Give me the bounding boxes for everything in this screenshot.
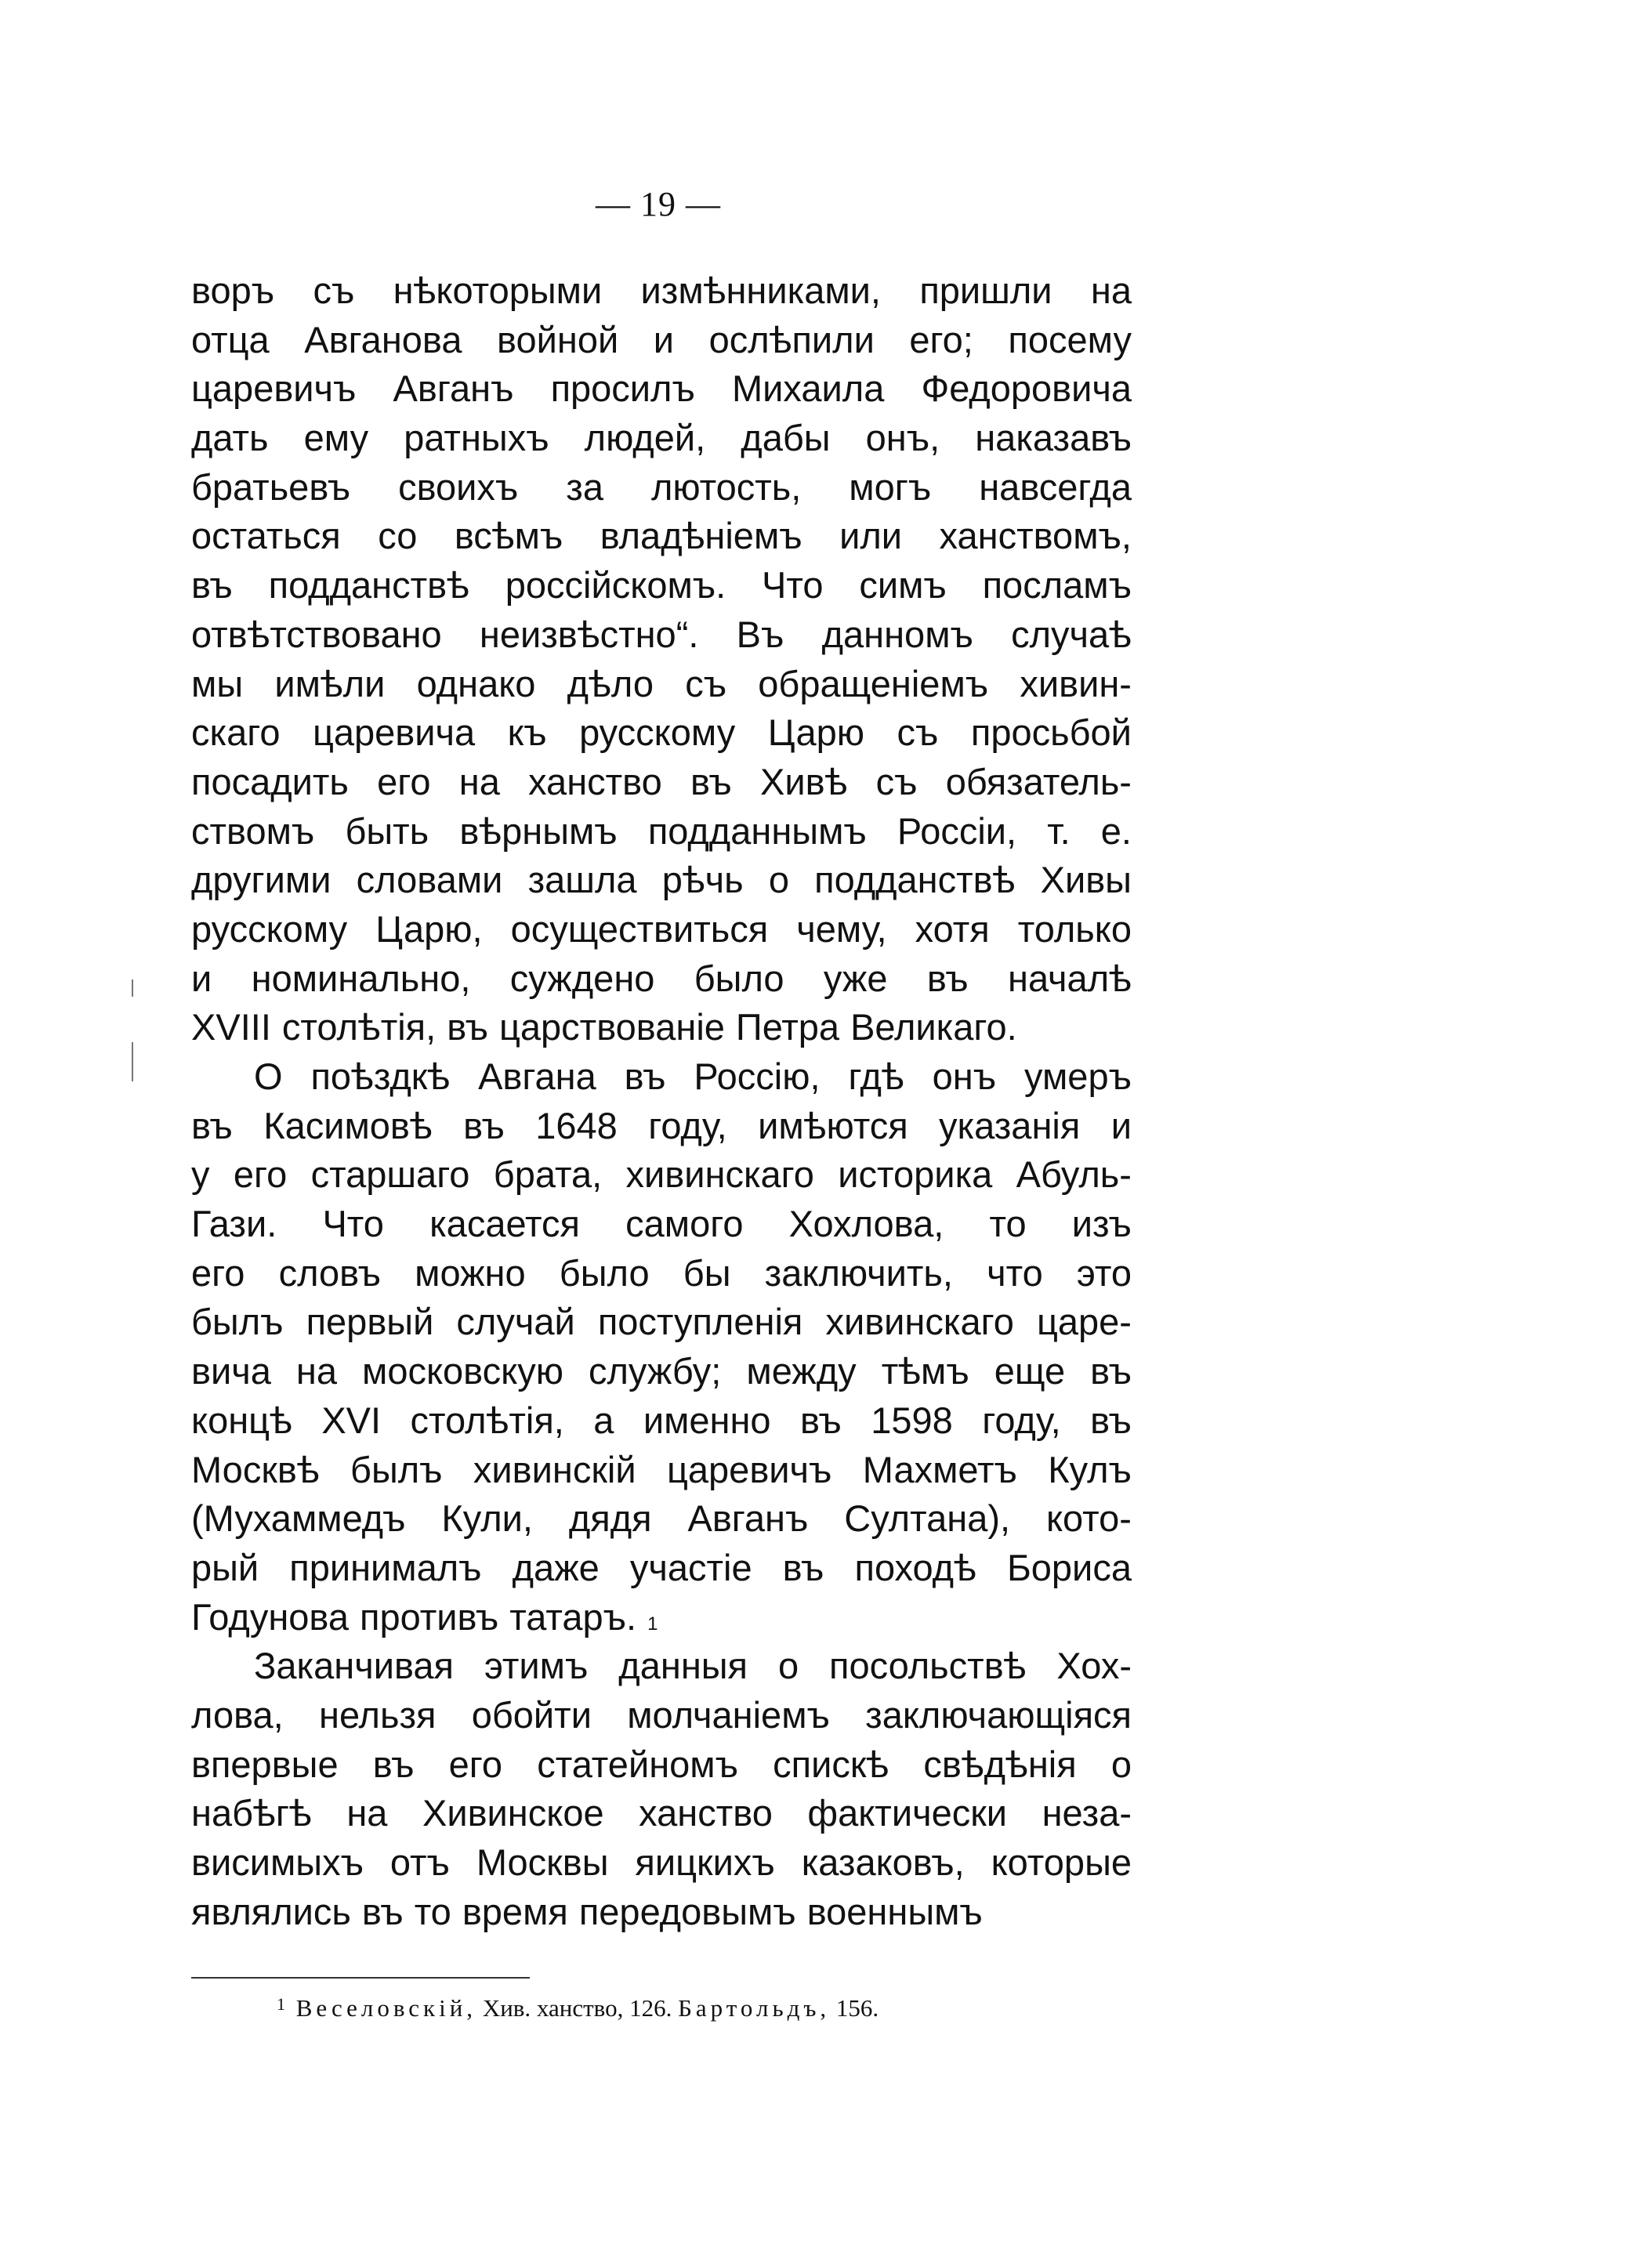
- text-line: [191, 807, 1132, 856]
- word: людей,: [584, 417, 706, 459]
- word: зашла: [527, 859, 637, 901]
- word: нѣкоторыми: [393, 270, 603, 311]
- text-line: [191, 316, 1132, 365]
- word: другими: [191, 859, 331, 901]
- word: однако: [416, 662, 536, 704]
- text-line: [191, 1298, 1132, 1347]
- word: въ: [1090, 1350, 1132, 1392]
- word: яицкихъ: [635, 1841, 775, 1883]
- word: Авгана: [478, 1055, 596, 1097]
- word: Россiи,: [897, 809, 1017, 852]
- word: военнымъ: [806, 1890, 983, 1932]
- word: на: [295, 1350, 337, 1392]
- word: лютость,: [650, 465, 802, 508]
- word: брата,: [493, 1153, 603, 1196]
- word: посадить: [191, 760, 349, 802]
- word: съ: [313, 270, 355, 311]
- word: случаѣ: [1011, 613, 1132, 655]
- word: Бориса: [1006, 1546, 1132, 1588]
- margin-scan-mark: [132, 979, 133, 997]
- word: т.: [1047, 809, 1071, 852]
- text-line: [191, 954, 1132, 1004]
- word: время: [462, 1890, 568, 1932]
- word: его: [191, 1251, 245, 1294]
- word: подданнымъ: [647, 809, 867, 852]
- text-line: [191, 1052, 1132, 1102]
- word: Хивинское: [422, 1792, 604, 1834]
- text-line: [191, 1740, 1132, 1790]
- word: россiйскомъ.: [505, 564, 726, 606]
- word: Хивы: [1040, 859, 1132, 901]
- word: Федоровича: [921, 368, 1132, 410]
- word: ратныхъ: [404, 417, 549, 459]
- word: его;: [909, 318, 973, 360]
- word: самого: [625, 1203, 744, 1245]
- word: ослѣпили: [708, 318, 875, 360]
- word: это: [1076, 1251, 1132, 1294]
- word: данномъ: [821, 613, 973, 655]
- word: измѣнниками,: [640, 270, 881, 311]
- word: со: [378, 515, 418, 557]
- word: Хох-: [1056, 1645, 1132, 1687]
- word: именно: [643, 1399, 771, 1441]
- word: ханство: [639, 1792, 773, 1834]
- word: 1598: [871, 1399, 953, 1441]
- word: Михаила: [732, 368, 885, 410]
- word: году,: [982, 1399, 1061, 1441]
- word: Петра: [735, 1006, 840, 1048]
- text-line: [191, 1347, 1132, 1396]
- word: изъ: [1071, 1203, 1132, 1245]
- word: подданствѣ: [814, 859, 1016, 901]
- text-line: [191, 1888, 1132, 1937]
- word: быть: [345, 809, 429, 852]
- word: неизвѣстно“.: [479, 613, 699, 655]
- word: въ: [624, 1055, 666, 1097]
- text-line: [191, 1150, 1132, 1200]
- word: отвѣтствовано: [191, 613, 442, 655]
- footnote-author-2: Бартольдъ,: [678, 1994, 831, 2022]
- text-line: [191, 660, 1132, 709]
- word: Кули,: [441, 1497, 533, 1540]
- word: ханствомъ,: [939, 515, 1132, 557]
- word: въ: [447, 1006, 488, 1048]
- word: обойти: [471, 1693, 592, 1736]
- word: пришли: [919, 270, 1052, 311]
- word: суждено: [509, 957, 655, 999]
- word: въ: [690, 760, 732, 802]
- text-line: [191, 856, 1132, 905]
- word: имѣли: [274, 662, 386, 704]
- word: отъ: [389, 1841, 450, 1883]
- word: свѣдѣнiя: [923, 1743, 1077, 1785]
- word: заключающiяся: [865, 1693, 1132, 1736]
- text-line: [191, 1249, 1132, 1298]
- word: царевича: [312, 711, 476, 754]
- word: фактически: [807, 1792, 1008, 1834]
- word: у: [191, 1153, 210, 1196]
- word: могъ: [849, 465, 932, 508]
- text-line: [191, 905, 1132, 954]
- text-line: [191, 708, 1132, 758]
- word: былъ: [191, 1301, 284, 1343]
- word: набѣгѣ: [191, 1792, 312, 1834]
- word: симъ: [859, 564, 947, 606]
- word: Что: [322, 1203, 384, 1245]
- word: Россiю,: [694, 1055, 821, 1097]
- word: было: [694, 957, 784, 999]
- word: войной: [497, 318, 619, 360]
- word: онъ,: [865, 417, 940, 459]
- word: владѣнiемъ: [600, 515, 802, 557]
- word: Гази.: [191, 1203, 277, 1245]
- word: на: [458, 760, 500, 802]
- word: воръ: [191, 270, 275, 311]
- word: вича: [191, 1350, 271, 1392]
- text-line: [191, 266, 1132, 316]
- text-line: [191, 1838, 1132, 1888]
- word: номинально,: [251, 957, 471, 999]
- word: въ: [191, 564, 233, 606]
- word: XVI: [321, 1399, 382, 1441]
- word: въ: [361, 1890, 404, 1932]
- body-text: [191, 266, 1132, 1936]
- word: остаться: [191, 515, 341, 557]
- word: первый: [306, 1301, 434, 1343]
- text-line: [191, 463, 1132, 512]
- word: Абуль-: [1016, 1153, 1132, 1196]
- word: то: [989, 1203, 1027, 1245]
- text-line: [191, 1593, 1132, 1642]
- word: противъ: [360, 1595, 499, 1638]
- word: и: [191, 957, 212, 999]
- margin-scan-mark: [132, 1042, 133, 1081]
- word: Хивѣ: [760, 760, 848, 802]
- word: въ: [1090, 1399, 1132, 1441]
- word: поѣздкѣ: [310, 1055, 451, 1097]
- word: вѣрнымъ: [459, 809, 618, 852]
- text-line: [191, 1691, 1132, 1740]
- text-line: [191, 512, 1132, 561]
- word: заключить,: [764, 1251, 953, 1294]
- word: рый: [191, 1546, 259, 1588]
- word: являлись: [191, 1890, 351, 1932]
- word: Кулъ: [1048, 1448, 1132, 1490]
- word: хивинскаго: [825, 1301, 1014, 1343]
- word: указанiя: [939, 1104, 1081, 1146]
- word: службу;: [588, 1350, 722, 1392]
- word: даже: [512, 1546, 600, 1588]
- text-line: [191, 1642, 1132, 1691]
- footnote: [277, 1994, 879, 2022]
- word: на: [1090, 270, 1132, 311]
- word: имѣются: [758, 1104, 908, 1146]
- word: дѣло: [567, 662, 654, 704]
- word: казаковъ,: [801, 1841, 965, 1883]
- word: столѣтiя,: [410, 1399, 564, 1441]
- word: Касимовѣ: [263, 1104, 433, 1146]
- word: (Мухаммедъ: [191, 1497, 406, 1540]
- word: 1648: [535, 1104, 618, 1146]
- word: участiе: [629, 1546, 752, 1588]
- word: рѣчь: [661, 859, 744, 901]
- word: навсегда: [979, 465, 1132, 508]
- word: въ: [800, 1399, 842, 1441]
- word: его: [448, 1743, 503, 1785]
- word: было: [559, 1251, 650, 1294]
- word: мы: [191, 662, 244, 704]
- word: отца: [191, 318, 270, 360]
- footnote-reference: 1: [647, 1613, 658, 1635]
- word: царевичъ: [191, 368, 357, 410]
- word: бы: [683, 1251, 731, 1294]
- word: Авганъ: [393, 368, 514, 410]
- word: на: [346, 1792, 388, 1834]
- word: московскую: [362, 1350, 563, 1392]
- word: передовымъ: [578, 1890, 796, 1932]
- word: впервые: [191, 1743, 339, 1785]
- text-line: [191, 364, 1132, 414]
- text-line: [191, 758, 1132, 807]
- text-line: [191, 1102, 1132, 1151]
- word: Москвѣ: [191, 1448, 320, 1490]
- word: нельзя: [319, 1693, 437, 1736]
- word: съ: [685, 662, 727, 704]
- word: съ: [897, 711, 939, 754]
- word: году,: [648, 1104, 727, 1146]
- word: братьевъ: [191, 465, 351, 508]
- word: Въ: [736, 613, 784, 655]
- word: въ: [372, 1743, 415, 1785]
- word: съ: [875, 760, 918, 802]
- word: о: [768, 859, 789, 901]
- word: хотя: [915, 907, 990, 950]
- text-line: [191, 1494, 1132, 1544]
- word: въ: [191, 1104, 233, 1146]
- word: е.: [1100, 809, 1132, 852]
- word: Авганъ: [687, 1497, 809, 1540]
- word: къ: [507, 711, 547, 754]
- word: касается: [429, 1203, 580, 1245]
- word: онъ: [932, 1055, 997, 1097]
- word: началѣ: [1008, 957, 1132, 999]
- word: скаго: [191, 711, 281, 754]
- text-line: [191, 414, 1132, 463]
- word: былъ: [350, 1448, 443, 1490]
- word: хивинскаго: [625, 1153, 814, 1196]
- footnote-divider: [191, 1977, 530, 1979]
- word: просьбой: [970, 711, 1132, 754]
- word: словами: [356, 859, 503, 901]
- word: за: [566, 465, 603, 508]
- word: чему,: [796, 907, 887, 950]
- word: ханство: [528, 760, 662, 802]
- word: въ: [782, 1546, 824, 1588]
- text-line: [191, 561, 1132, 610]
- word: Махметъ: [862, 1448, 1017, 1490]
- text-line: [191, 1003, 1132, 1052]
- word: русскому: [579, 711, 736, 754]
- word: его: [233, 1153, 288, 1196]
- word: ствомъ: [191, 809, 315, 852]
- word: Москвы: [476, 1841, 609, 1883]
- word: Заканчивая: [254, 1645, 454, 1687]
- word: просилъ: [550, 368, 695, 410]
- word: Царю,: [375, 907, 483, 950]
- word: этимъ: [484, 1645, 589, 1687]
- word: татаръ.: [509, 1595, 637, 1638]
- word: дать: [191, 417, 269, 459]
- word: обращенiемъ: [758, 662, 989, 704]
- word: только: [1017, 907, 1132, 950]
- page-number: — 19 —: [596, 185, 721, 223]
- word: подданствѣ: [268, 564, 469, 606]
- word: хивинскiй: [473, 1448, 636, 1490]
- text-line: [191, 610, 1132, 660]
- word: Великаго.: [850, 1006, 1017, 1048]
- word: О: [254, 1055, 283, 1097]
- word: о: [777, 1645, 799, 1687]
- word: Царю: [767, 711, 865, 754]
- word: Султана),: [844, 1497, 1011, 1540]
- word: уже: [823, 957, 888, 999]
- word: дядя: [568, 1497, 652, 1540]
- word: русскому: [191, 907, 348, 950]
- word: ему: [303, 417, 369, 459]
- word: а: [593, 1399, 614, 1441]
- text-line: [191, 1446, 1132, 1495]
- word: словъ: [278, 1251, 381, 1294]
- word: Авганова: [304, 318, 462, 360]
- word: поступленiя: [597, 1301, 803, 1343]
- word: Годунова: [191, 1595, 350, 1638]
- word: историка: [838, 1153, 993, 1196]
- word: посольствѣ: [829, 1645, 1027, 1687]
- footnote-page-2: 156.: [835, 1994, 879, 2022]
- word: можно: [415, 1251, 526, 1294]
- word: лова,: [191, 1693, 284, 1736]
- word: гдѣ: [848, 1055, 904, 1097]
- word: еще: [994, 1350, 1066, 1392]
- word: кото-: [1045, 1497, 1132, 1540]
- word: столѣтiя,: [281, 1006, 437, 1048]
- word: царствованiе: [498, 1006, 725, 1048]
- word: молчанiемъ: [627, 1693, 830, 1736]
- footnote-author: Веселовскiй,: [295, 1994, 477, 2022]
- word: статейномъ: [537, 1743, 738, 1785]
- word: спискѣ: [773, 1743, 889, 1785]
- word: или: [839, 515, 903, 557]
- word: концѣ: [191, 1399, 292, 1441]
- word: висимыхъ: [191, 1841, 364, 1883]
- word: своихъ: [398, 465, 519, 508]
- word: осуществиться: [510, 907, 769, 950]
- text-line: [191, 1789, 1132, 1838]
- word: тѣмъ: [881, 1350, 969, 1392]
- word: XVIII: [191, 1006, 271, 1048]
- word: и: [1110, 1104, 1132, 1146]
- word: всѣмъ: [454, 515, 563, 557]
- word: которые: [991, 1841, 1132, 1883]
- word: принималъ: [289, 1546, 482, 1588]
- text-line: [191, 1544, 1132, 1593]
- word: посему: [1008, 318, 1132, 360]
- word: о: [1110, 1743, 1132, 1785]
- text-line: [191, 1200, 1132, 1249]
- word: данныя: [618, 1645, 748, 1687]
- word: обязатель-: [945, 760, 1132, 802]
- word: посламъ: [982, 564, 1132, 606]
- word: старшаго: [310, 1153, 470, 1196]
- word: Что: [762, 564, 824, 606]
- word: царе-: [1036, 1301, 1132, 1343]
- word: хивин-: [1020, 662, 1132, 704]
- word: между: [746, 1350, 857, 1392]
- word: случай: [456, 1301, 575, 1343]
- word: въ: [463, 1104, 505, 1146]
- word: походѣ: [854, 1546, 976, 1588]
- word: въ: [926, 957, 969, 999]
- word: Хохлова,: [788, 1203, 944, 1245]
- text-line: [191, 1396, 1132, 1446]
- word: неза-: [1042, 1792, 1132, 1834]
- word: умеръ: [1024, 1055, 1132, 1097]
- word: царевичъ: [666, 1448, 832, 1490]
- word: и: [653, 318, 675, 360]
- footnote-title: Хив. ханство, 126.: [482, 1994, 672, 2022]
- word: что: [987, 1251, 1043, 1294]
- word: наказавъ: [975, 417, 1132, 459]
- footnote-number: 1: [277, 1994, 285, 2014]
- word: его: [377, 760, 431, 802]
- word: дабы: [741, 417, 831, 459]
- word: то: [414, 1890, 451, 1932]
